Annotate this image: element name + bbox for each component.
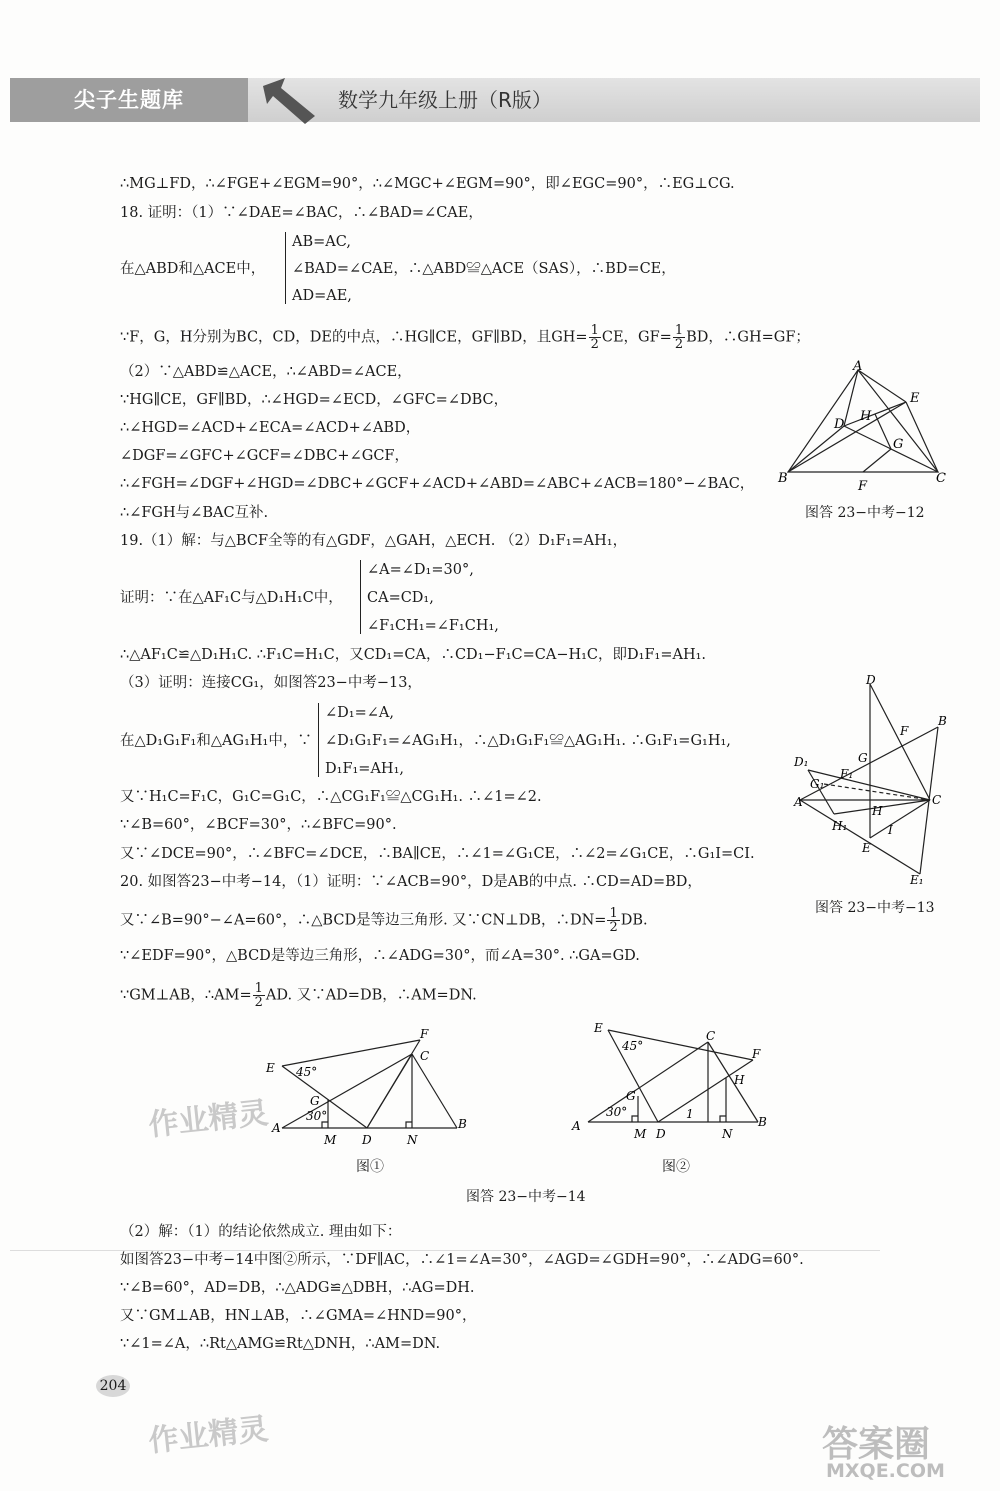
fraction-den: 2 (254, 995, 263, 1010)
brand-label: 尖子生题库 (10, 78, 248, 122)
svg-text:E: E (594, 1021, 603, 1035)
text-line: ∠BAD=∠CAE，∴△ABD≌△ACE（SAS），∴BD=CE， (292, 261, 676, 277)
svg-text:E: E (266, 1061, 275, 1075)
svg-text:A: A (794, 795, 803, 809)
figure-23-14-1 (262, 1024, 472, 1148)
text-span: ∵F，G，H分别为BC，CD，DE的中点，∴HG∥CE，GF∥BD，且GH= (120, 329, 588, 346)
svg-text:C: C (706, 1029, 716, 1043)
svg-text:A: A (572, 1119, 581, 1133)
figure-caption: 图① (356, 1159, 384, 1175)
text-line: （3）证明：连接CG₁，如图答23−中考−13， (120, 675, 422, 691)
brace (285, 232, 286, 304)
text-line: D₁F₁=AH₁, (325, 761, 404, 777)
svg-text:A: A (853, 360, 863, 374)
svg-text:D₁: D₁ (794, 755, 809, 769)
svg-text:H₁: H₁ (832, 819, 848, 833)
fraction (673, 324, 685, 351)
svg-text:M: M (324, 1133, 337, 1147)
svg-text:G: G (626, 1089, 636, 1103)
text-line: （2）解：（1）的结论依然成立. 理由如下： (120, 1224, 402, 1240)
angle-label: 45° (622, 1039, 644, 1053)
svg-text:N: N (407, 1133, 418, 1147)
text-span: DB. (620, 912, 648, 929)
text-line: 又∵∠DCE=90°，∴∠BFC=∠DCE，∴BA∥CE，∴∠1=∠G₁CE，∴∠2=∠G₁CE，∴G₁I=CI. (120, 846, 755, 862)
svg-text:H: H (860, 409, 872, 424)
fraction-den: 2 (590, 337, 599, 352)
figure-caption: 图② (662, 1159, 690, 1175)
fraction-num: 1 (254, 981, 263, 996)
text-line: AB=AC, (292, 234, 351, 250)
angle-label: 30° (306, 1109, 328, 1123)
svg-text:D: D (834, 417, 845, 432)
text-line: 如图答23−中考−14中图②所示，∵DF∥AC，∴∠1=∠A=30°，∠AGD=∠GDH=90°，∴∠ADG=60°. (120, 1252, 804, 1268)
svg-text:N: N (722, 1127, 733, 1141)
text-line: ∠DGF=∠GFC+∠GCF=∠DBC+∠GCF， (120, 448, 409, 464)
angle-label: 45° (296, 1065, 318, 1079)
text-line: ∵∠B=60°，∠BCF=30°，∴∠BFC=90°. (120, 817, 397, 833)
fraction (607, 907, 619, 934)
text-line: 在△ABD和△ACE中， (120, 261, 266, 277)
svg-text:1: 1 (686, 1107, 694, 1121)
figure-caption: 图答 23−中考−12 (805, 505, 925, 521)
page-number: 204 (96, 1375, 130, 1397)
brace (360, 560, 361, 634)
figure-23-14-2 (568, 1018, 778, 1142)
text-line: AD=AE, (292, 288, 352, 304)
text-line: 19.（1）解：与△BCF全等的有△GDF，△GAH，△ECH. （2）D₁F₁=AH₁， (120, 533, 628, 549)
svg-text:M: M (634, 1127, 647, 1141)
text-span: BD，∴GH=GF； (686, 329, 810, 346)
book-title: 数学九年级上册（R版） (338, 88, 552, 112)
watermark-logo: 答案圈 (822, 1424, 931, 1465)
watermark-site: MXQE.COM (826, 1460, 945, 1482)
text-line (120, 982, 477, 1009)
svg-text:G: G (310, 1094, 320, 1108)
svg-text:F: F (900, 724, 909, 738)
svg-text:F: F (420, 1027, 429, 1041)
svg-text:E₁: E₁ (910, 873, 924, 887)
text-line: 又∵GM⊥AB，HN⊥AB，∴∠GMA=∠HND=90°， (120, 1308, 477, 1324)
text-line: ∵∠EDF=90°，△BCD是等边三角形，∴∠ADG=30°，而∠A=30°. ∴GA=GD. (120, 948, 640, 964)
svg-text:G: G (893, 437, 904, 452)
text-line: ∵HG∥CE，GF∥BD，∴∠HGD=∠ECD，∠GFC=∠DBC， (120, 392, 509, 408)
svg-text:G₁: G₁ (810, 777, 825, 791)
text-line: ∠F₁CH₁=∠F₁CH₁, (367, 618, 499, 634)
svg-text:B: B (778, 471, 788, 486)
text-line: ∠D₁=∠A, (325, 705, 394, 721)
arrow-icon (255, 76, 325, 126)
svg-text:C: C (936, 471, 946, 486)
page-header (10, 78, 980, 122)
svg-text:F: F (858, 479, 868, 494)
text-line: ∴∠HGD=∠ACD+∠ECA=∠ACD+∠ABD， (120, 420, 421, 436)
svg-text:I: I (888, 823, 893, 837)
svg-text:D: D (656, 1127, 666, 1141)
svg-text:H: H (872, 804, 883, 818)
text-line: （2）∵△ABD≌△ACE，∴∠ABD=∠ACE， (120, 364, 412, 380)
text-line: 在△D₁G₁F₁和△AG₁H₁中，∵ (120, 733, 312, 749)
svg-text:H: H (734, 1073, 745, 1087)
svg-text:B: B (458, 1117, 467, 1131)
svg-text:G: G (858, 751, 868, 765)
text-line: 18. 证明：（1）∵∠DAE=∠BAC，∴∠BAD=∠CAE， (120, 205, 483, 221)
svg-text:A: A (272, 1121, 281, 1135)
watermark-stamp: 作业精灵 (146, 1095, 270, 1144)
fraction-num: 1 (590, 323, 599, 338)
text-line: 证明：∵在△AF₁C与△D₁H₁C中， (120, 590, 343, 606)
svg-text:D: D (866, 673, 876, 687)
figure-23-13 (790, 672, 960, 892)
svg-text:F₁: F₁ (840, 767, 854, 781)
text-line: ∴△AF₁C≌△D₁H₁C. ∴F₁C=H₁C，又CD₁=CA，∴CD₁−F₁C=CA−H₁C，即D₁F₁=AH₁. (120, 647, 707, 663)
svg-text:D: D (362, 1133, 372, 1147)
brace (318, 703, 319, 777)
text-line: ∴∠FGH与∠BAC互补. (120, 505, 269, 521)
text-line: 又∵H₁C=F₁C，G₁C=G₁C，∴△CG₁F₁≌△CG₁H₁. ∴∠1=∠2. (120, 789, 542, 805)
text-span: CE，GF= (601, 329, 672, 346)
svg-text:C: C (932, 793, 942, 807)
svg-text:E: E (910, 391, 920, 406)
text-line (120, 907, 648, 934)
text-span: AD. 又∵AD=DB，∴AM=DN. (265, 987, 477, 1004)
text-line: ∵∠1=∠A，∴Rt△AMG≌Rt△DNH，∴AM=DN. (120, 1336, 441, 1352)
svg-text:B: B (758, 1115, 767, 1129)
fraction-den: 2 (609, 920, 618, 935)
text-line: ∴∠FGH=∠DGF+∠HGD=∠DBC+∠GCF+∠ACD+∠ABD=∠ABC+∠ACB=180°−∠BAC， (120, 476, 755, 492)
figure-caption: 图答 23−中考−13 (815, 900, 935, 916)
text-line: ∠D₁G₁F₁=∠AG₁H₁，∴△D₁G₁F₁≌△AG₁H₁. ∴G₁F₁=G₁H₁, (325, 733, 731, 749)
angle-label: 30° (606, 1105, 628, 1119)
svg-text:E: E (862, 841, 871, 855)
text-line: ∵∠B=60°，AD=DB，∴△ADG≌△DBH，∴AG=DH. (120, 1280, 475, 1296)
figure-23-12 (760, 360, 960, 500)
text-line (120, 324, 810, 351)
watermark-stamp: 作业精灵 (146, 1411, 270, 1460)
svg-text:B: B (938, 714, 947, 728)
fraction (253, 982, 265, 1009)
figure-caption: 图答 23−中考−14 (466, 1189, 586, 1205)
fraction-num: 1 (609, 906, 618, 921)
svg-text:C: C (420, 1049, 430, 1063)
svg-text:F: F (752, 1047, 761, 1061)
text-span: ∵GM⊥AB，∴AM= (120, 987, 252, 1004)
text-line: 20. 如图答23−中考−14，（1）证明：∵∠ACB=90°，D是AB的中点. ∴CD=AD=BD， (120, 874, 702, 890)
text-span: 又∵∠B=90°−∠A=60°，∴△BCD是等边三角形. 又∵CN⊥DB，∴DN= (120, 912, 607, 929)
fraction-num: 1 (674, 323, 684, 338)
fraction-den: 2 (674, 337, 684, 352)
text-line: CA=CD₁, (367, 590, 434, 606)
text-line: ∴MG⊥FD，∴∠FGE+∠EGM=90°，∴∠MGC+∠EGM=90°，即∠EGC=90°，∴EG⊥CG. (120, 176, 735, 192)
text-line: ∠A=∠D₁=30°, (367, 562, 474, 578)
fraction (589, 324, 601, 351)
